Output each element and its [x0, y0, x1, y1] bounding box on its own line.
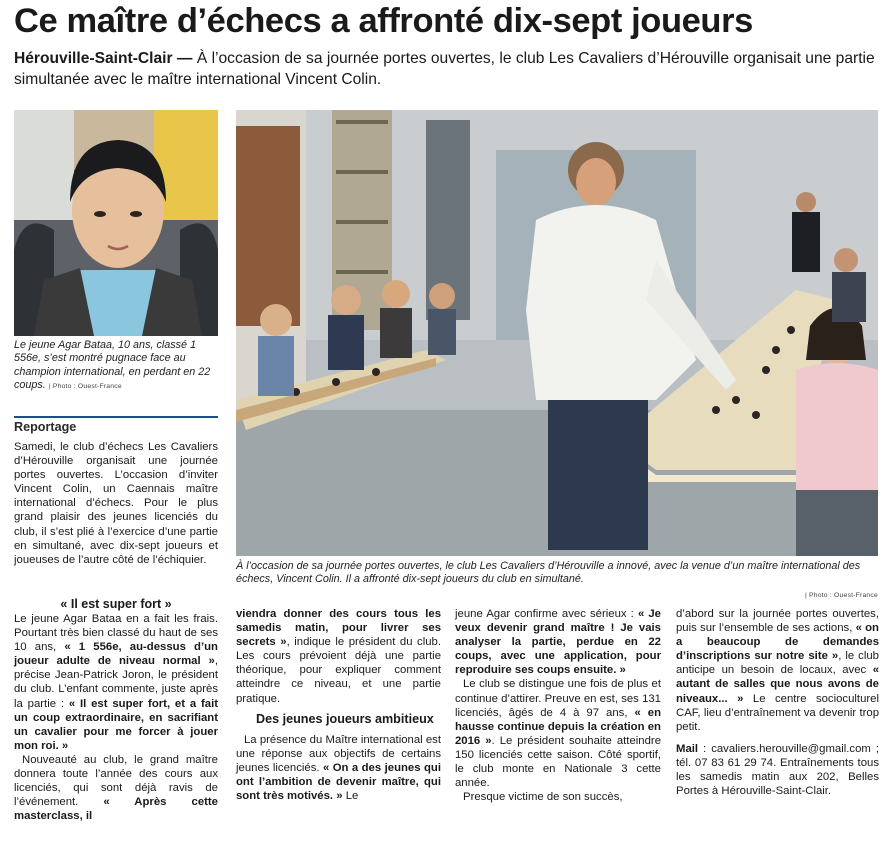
article-column-2 — [236, 607, 441, 803]
photo-hall-caption — [236, 560, 878, 602]
paragraph: jeune Agar confirme avec sérieux : « Je veux devenir grand maître ! Je vais analyser la partie, perdue en 22 coups, avec une application, pour reproduire ses coups ensuite. » — [455, 608, 661, 677]
photo-hall-illustration — [236, 110, 878, 556]
paragraph: Presque victime de son succès, — [463, 791, 623, 804]
article-column-3 — [455, 607, 661, 804]
article-column-1 — [14, 597, 218, 823]
headline: Ce maître d’échecs a affronté dix-sept joueurs — [14, 2, 753, 40]
dateline: Hérouville-Saint-Clair — — [14, 50, 193, 67]
intro-text: Samedi, le club d’échecs Les Cavaliers d’Hérouville organisait une journée portes ouvertes. L’occasion d’inviter Vincent Colin, un Caennais maître international d’échecs. Pour le plus grand plaisir des jeunes licenciés du club, il s’est plié à l’exercice d’une partie en simultané, avec dix-sept joueurs et joueuses de l’autre côté de l’échiquier. — [14, 441, 218, 566]
intertitle: « Il est super fort » — [60, 597, 172, 611]
article-column-4 — [676, 607, 879, 798]
paragraph: Le club se distingue une fois de plus et continue d’attirer. Preuve en est, ses 131 licenciés, âgés de 4 à 97 ans, « en hausse continue depuis la création en 2016 ». Le président souhaite atteindre 150 licenciés cette saison. Côté sportif, le club monte en Nationale 3 cette année. — [455, 678, 662, 790]
rubric-label: Reportage — [14, 420, 77, 434]
chapo-text: À l’occasion de sa journée portes ouvertes, le club Les Cavaliers d’Hérouville organisait une partie simultanée avec le maître international Vincent Colin. — [14, 50, 875, 88]
photo-boy-illustration — [14, 110, 218, 336]
paragraph: d’abord sur la journée portes ouvertes, puis sur l’ensemble de ses actions, « on a beaucoup de demandes d’inscriptions sur notre site », le club anticipe un besoin de locaux, avec « autant de salles que nous avons de niveaux... » Le centre socioculturel CAF, lieu d’entraînement va devenir trop petit. — [676, 608, 879, 733]
photo-credit: | Photo : Ouest-France — [48, 382, 122, 390]
photo-boy-caption — [14, 339, 218, 393]
mail-label: Mail — [676, 742, 699, 755]
chapo — [14, 48, 879, 90]
caption-text: Le jeune Agar Bataa, 10 ans, classé 1 556e, s’est montré pugnace face au champion international, en perdant en 22 coups. — [14, 339, 211, 391]
paragraph: Nouveauté au club, le grand maître donnera toute l’année des cours aux licenciés, qui sont déjà ravis de l’événement. « Après cette masterclass, il — [14, 753, 218, 823]
rubric-rule — [14, 416, 218, 418]
caption-text: À l’occasion de sa journée portes ouvertes, le club Les Cavaliers d’Hérouville a innové, avec la venue d’un maître international des échecs, Vincent Colin. Il a affronté dix-sept joueurs du club en simultané. — [236, 560, 861, 586]
photo-simultaneous-game — [236, 110, 878, 556]
paragraph: Le jeune Agar Bataa en a fait les frais. Pourtant très bien classé du haut de ses 10 ans, « 1 556e, au-dessus d’un joueur adulte de niveau normal », précise Jean-Patrick Joron, le président du club. L’enfant commente, juste après la partie : « Il est super fort, et a fait un coup extraordinaire, en sacrifiant un cavalier pour me forcer à jouer mon roi. » — [14, 613, 219, 752]
intertitle: Des jeunes joueurs ambitieux — [256, 711, 434, 726]
contact-text: cavaliers.herouville@gmail.com ; tél. 07 83 61 29 74. Entraînements tous les samedis matin aux 202, Belles Portes à Hérouville-Saint-Clair. — [676, 742, 879, 798]
paragraph: viendra donner des cours tous les samedis matin, pour livrer ses secrets », indique le président du club. Les cours prévoient déjà une partie théorique, pour expliquer comment atteindre ce niveau, et une partie pratique. — [236, 608, 441, 705]
paragraph: La présence du Maître international est une réponse aux objectifs de certains jeunes licenciés. « On a des jeunes qui ont l’ambition de devenir maître, qui sont très motivés. » Le — [236, 733, 441, 803]
article-intro — [14, 440, 218, 567]
photo-boy — [14, 110, 218, 336]
photo-credit: | Photo : Ouest-France — [804, 591, 878, 599]
contact-info: Mail : cavaliers.herouville@gmail.com ; tél. 07 83 61 29 74. Entraînements tous les samedis matin aux 202, Belles Portes à Hérouville-Saint-Clair. — [676, 742, 879, 798]
